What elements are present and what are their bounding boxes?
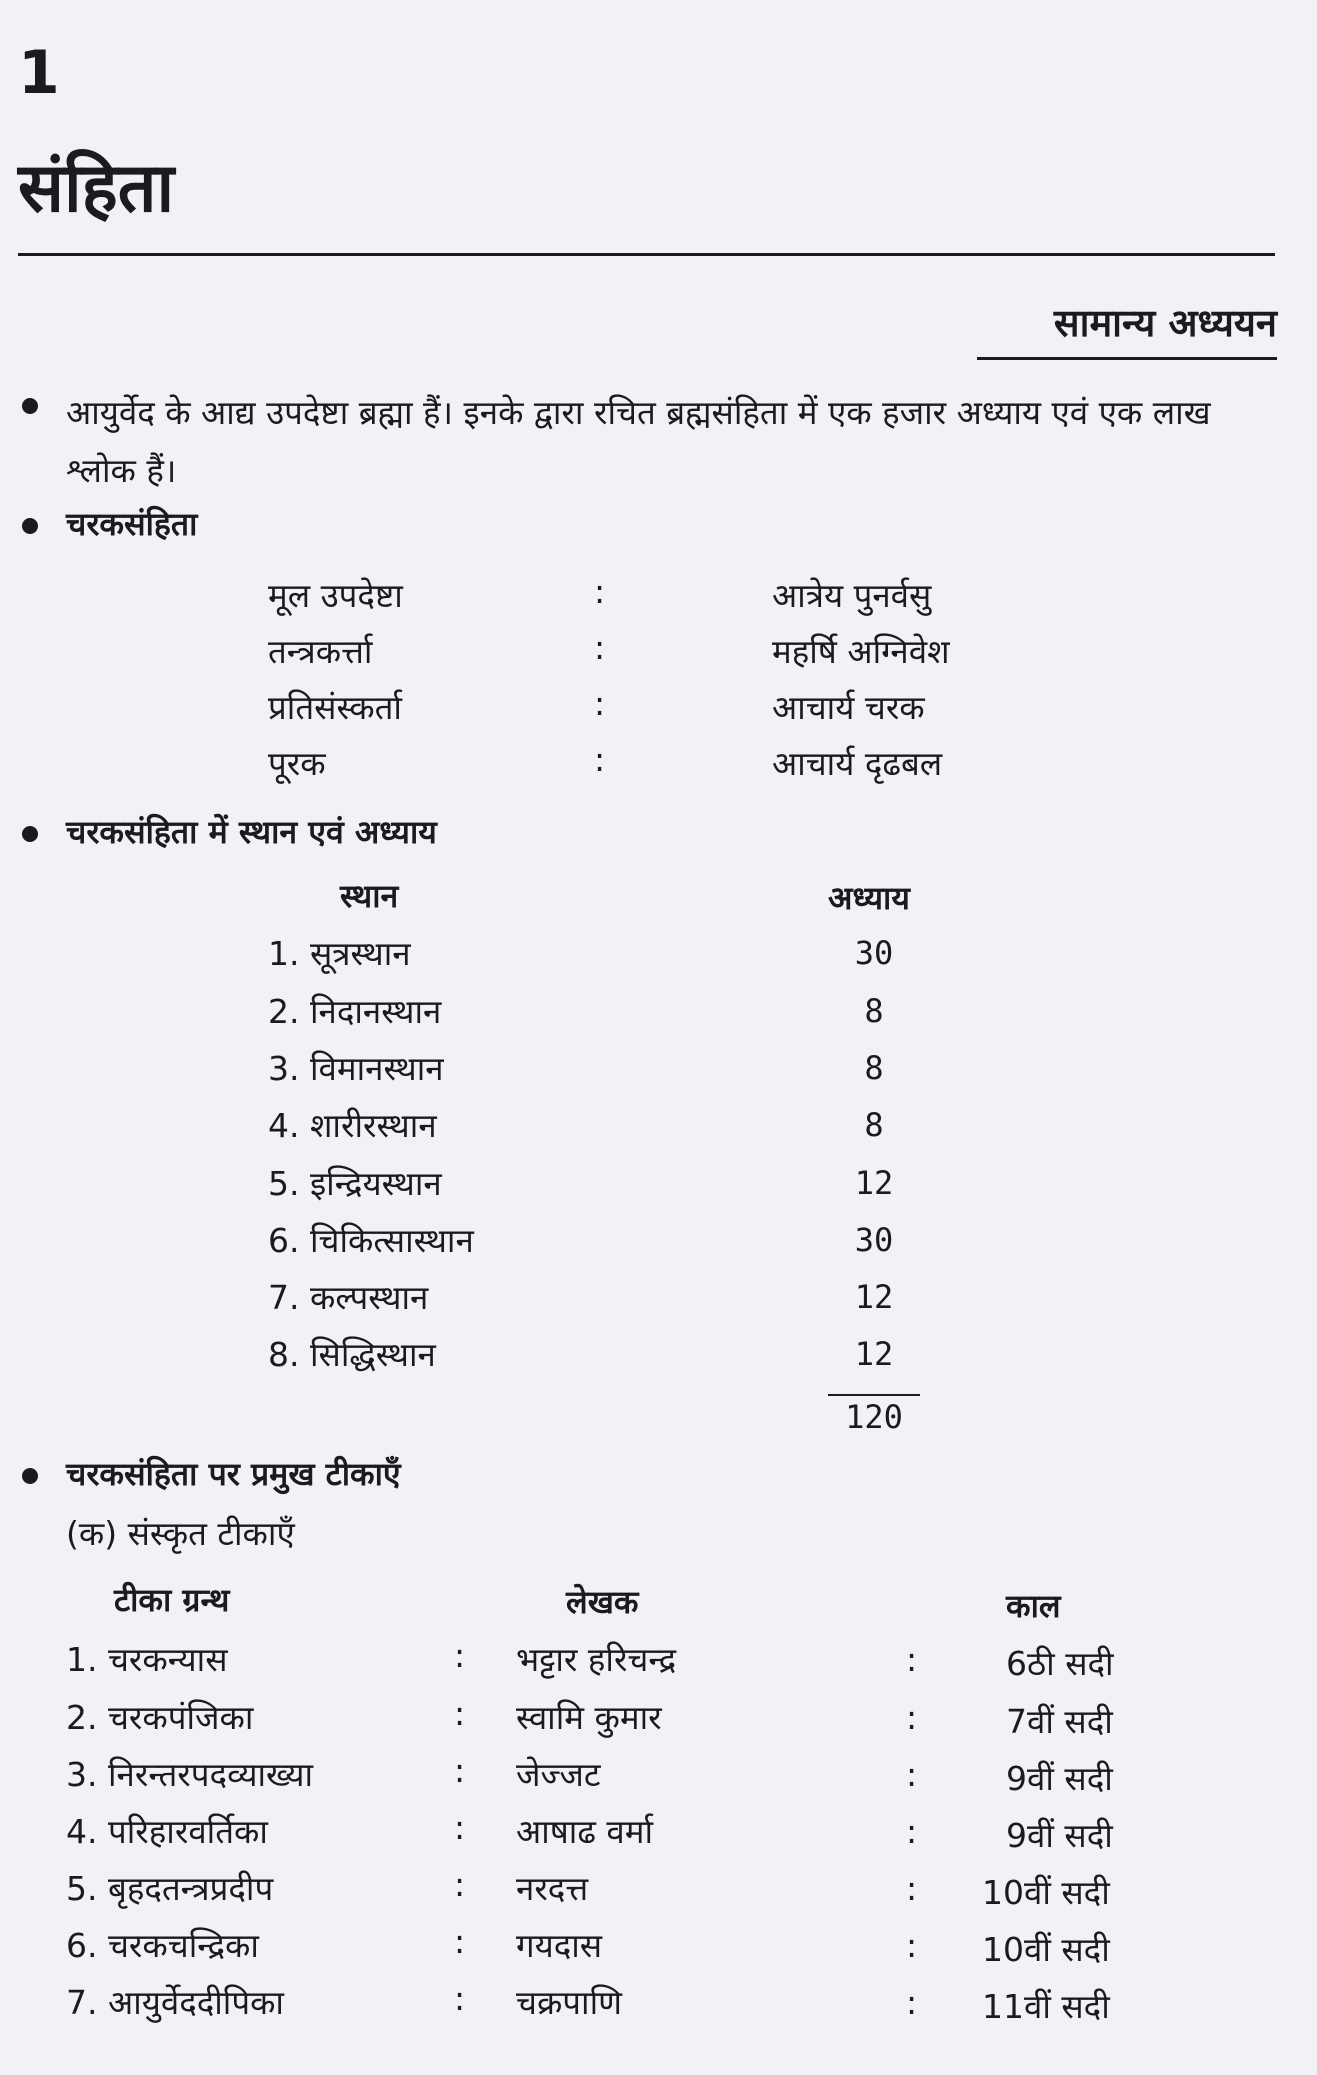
commentary-period: 9वीं सदी — [1006, 1759, 1113, 1798]
commentary-text: 4. परिहारवर्तिका — [66, 1812, 268, 1851]
commentary-period: 9वीं सदी — [1006, 1816, 1113, 1855]
colon: : — [906, 1983, 918, 2022]
total-rule — [828, 1394, 920, 1396]
text-column-header: टीका ग्रन्थ — [114, 1581, 230, 1619]
sthana-name: 4. शारीरस्थान — [268, 1106, 437, 1145]
colon: : — [906, 1812, 918, 1851]
sthana-name: 2. निदानस्थान — [268, 992, 442, 1031]
commentary-text: 1. चरकन्यास — [66, 1640, 228, 1679]
colon: : — [454, 1865, 466, 1904]
role-label: मूल उपदेष्टा — [268, 576, 403, 615]
intro-paragraph: आयुर्वेद के आद्य उपदेष्टा ब्रह्मा हैं। इनके द्वारा रचित ब्रह्मसंहिता में एक हजार अध्याय एवं एक लाख श्लोक हैं। — [66, 393, 1211, 490]
adhyaya-count: 8 — [864, 1049, 884, 1087]
adhyaya-count: 8 — [864, 1106, 884, 1144]
commentary-author: नरदत्त — [516, 1869, 589, 1908]
commentary-author: जेज्जट — [516, 1755, 601, 1794]
chapter-number: 1 — [18, 38, 60, 108]
colon: : — [594, 740, 606, 779]
role-label: प्रतिसंस्कर्ता — [268, 688, 402, 727]
sthana-name: 3. विमानस्थान — [268, 1049, 444, 1088]
bullet-icon — [22, 826, 38, 842]
period-column-header: काल — [1006, 1587, 1061, 1625]
adhyaya-count: 30 — [854, 1221, 894, 1259]
sthana-name: 7. कल्पस्थान — [268, 1278, 429, 1317]
commentary-author: आषाढ वर्मा — [516, 1812, 654, 1851]
bullet-icon — [22, 1468, 38, 1484]
bullet-icon — [22, 398, 38, 414]
role-label: तन्त्रकर्त्ता — [268, 632, 373, 671]
sthana-name: 1. सूत्रस्थान — [268, 934, 411, 973]
colon: : — [906, 1640, 918, 1679]
colon: : — [454, 1694, 466, 1733]
adhyaya-count: 30 — [854, 934, 894, 972]
colon: : — [906, 1869, 918, 1908]
commentary-text: 7. आयुर्वेददीपिका — [66, 1983, 284, 2022]
commentary-author: चक्रपाणि — [516, 1983, 622, 2022]
colon: : — [454, 1751, 466, 1790]
commentary-author: गयदास — [516, 1926, 603, 1965]
person-name: आचार्य चरक — [772, 688, 925, 727]
colon: : — [454, 1636, 466, 1675]
colon: : — [454, 1979, 466, 2018]
colon: : — [594, 572, 606, 611]
author-column-header: लेखक — [566, 1583, 639, 1621]
colon: : — [906, 1926, 918, 1965]
adhyaya-total: 120 — [845, 1398, 903, 1436]
section-title-underline — [977, 357, 1277, 360]
sthana-name: 5. इन्द्रियस्थान — [268, 1164, 442, 1203]
person-name: महर्षि अग्निवेश — [772, 632, 950, 671]
sthana-name: 6. चिकित्सास्थान — [268, 1221, 474, 1260]
commentary-author: स्वामि कुमार — [516, 1698, 662, 1737]
adhyaya-count: 12 — [854, 1164, 894, 1202]
bullet-icon — [22, 518, 38, 534]
colon: : — [454, 1808, 466, 1847]
commentary-period: 10वीं सदी — [982, 1930, 1110, 1969]
sthana-column-header: स्थान — [340, 877, 399, 915]
sthana-name: 8. सिद्धिस्थान — [268, 1335, 436, 1374]
colon: : — [454, 1922, 466, 1961]
colon: : — [906, 1698, 918, 1737]
role-label: पूरक — [268, 744, 326, 783]
charaka-heading: चरकसंहिता — [66, 505, 198, 543]
adhyaya-count: 12 — [854, 1335, 894, 1373]
colon: : — [906, 1755, 918, 1794]
commentary-period: 11वीं सदी — [982, 1987, 1110, 2026]
commentaries-heading: चरकसंहिता पर प्रमुख टीकाएँ — [66, 1455, 401, 1493]
adhyaya-column-header: अध्याय — [828, 879, 910, 917]
chapter-title: संहिता — [18, 149, 175, 228]
adhyaya-count: 12 — [854, 1278, 894, 1316]
commentary-period: 6ठी सदी — [1006, 1644, 1114, 1683]
commentary-text: 3. निरन्तरपदव्याख्या — [66, 1755, 314, 1794]
colon: : — [594, 684, 606, 723]
commentary-text: 6. चरकचन्द्रिका — [66, 1926, 259, 1965]
colon: : — [594, 628, 606, 667]
commentary-text: 2. चरकपंजिका — [66, 1698, 254, 1737]
person-name: आत्रेय पुनर्वसु — [772, 576, 932, 615]
commentary-author: भट्टार हरिचन्द्र — [516, 1640, 677, 1679]
commentary-period: 10वीं सदी — [982, 1873, 1110, 1912]
commentaries-subheading: (क) संस्कृत टीकाएँ — [66, 1514, 295, 1553]
person-name: आचार्य दृढबल — [772, 744, 943, 783]
section-title: सामान्य अध्ययन — [1053, 301, 1277, 345]
adhyaya-count: 8 — [864, 992, 884, 1030]
sthana-heading: चरकसंहिता में स्थान एवं अध्याय — [66, 813, 437, 851]
title-rule — [18, 253, 1275, 256]
commentary-period: 7वीं सदी — [1006, 1702, 1113, 1741]
commentary-text: 5. बृहदतन्त्रप्रदीप — [66, 1869, 274, 1908]
